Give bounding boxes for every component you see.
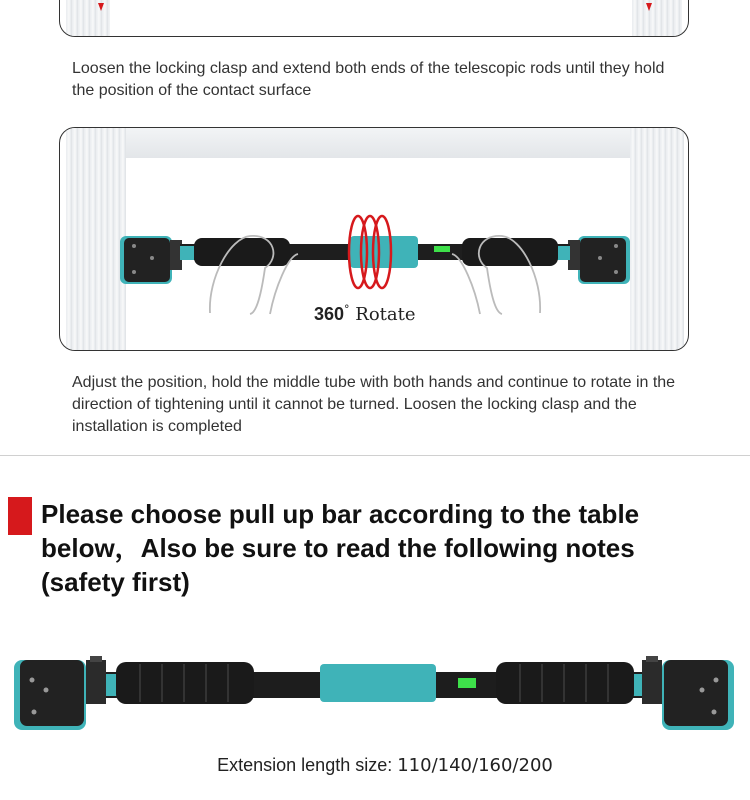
heading-accent-bar xyxy=(8,497,32,535)
section-divider xyxy=(0,455,750,456)
rotate-label xyxy=(314,303,416,325)
section-heading: Please choose pull up bar according to the table below，Also be sure to read the following notes (safety first) xyxy=(41,499,640,597)
step2-caption: Adjust the position, hold the middle tube with both hands and continue to rotate in the direction of tightening until it cannot be turned. Loosen the locking clasp and the installation is completed xyxy=(72,374,676,435)
extension-size-caption xyxy=(0,755,750,776)
level-indicator xyxy=(434,246,450,252)
rotate-degrees: 360 xyxy=(314,304,345,324)
arrow-down-right-icon xyxy=(646,3,652,11)
degree-symbol: ° xyxy=(344,303,350,316)
rotate-text: Rotate xyxy=(355,304,416,325)
step1-caption: Loosen the locking clasp and extend both ends of the telescopic rods until they hold the position of the contact surface xyxy=(72,60,665,99)
end-cap-left xyxy=(120,236,182,284)
product-level-indicator xyxy=(458,678,476,688)
extension-size-values: 110/140/160/200 xyxy=(397,755,553,776)
end-cap-right xyxy=(568,236,630,284)
product-center-sleeve xyxy=(320,664,436,702)
pullup-bar-product-image xyxy=(0,652,750,752)
product-end-cap-right xyxy=(642,656,734,730)
grip-right xyxy=(462,238,558,266)
extension-size-label: Extension length size: xyxy=(217,755,398,775)
down-arrows xyxy=(60,0,689,37)
product-end-cap-left xyxy=(14,656,106,730)
grip-left xyxy=(194,238,290,266)
doorframe-illustration-top xyxy=(59,0,689,37)
arrow-down-left-icon xyxy=(98,3,104,11)
